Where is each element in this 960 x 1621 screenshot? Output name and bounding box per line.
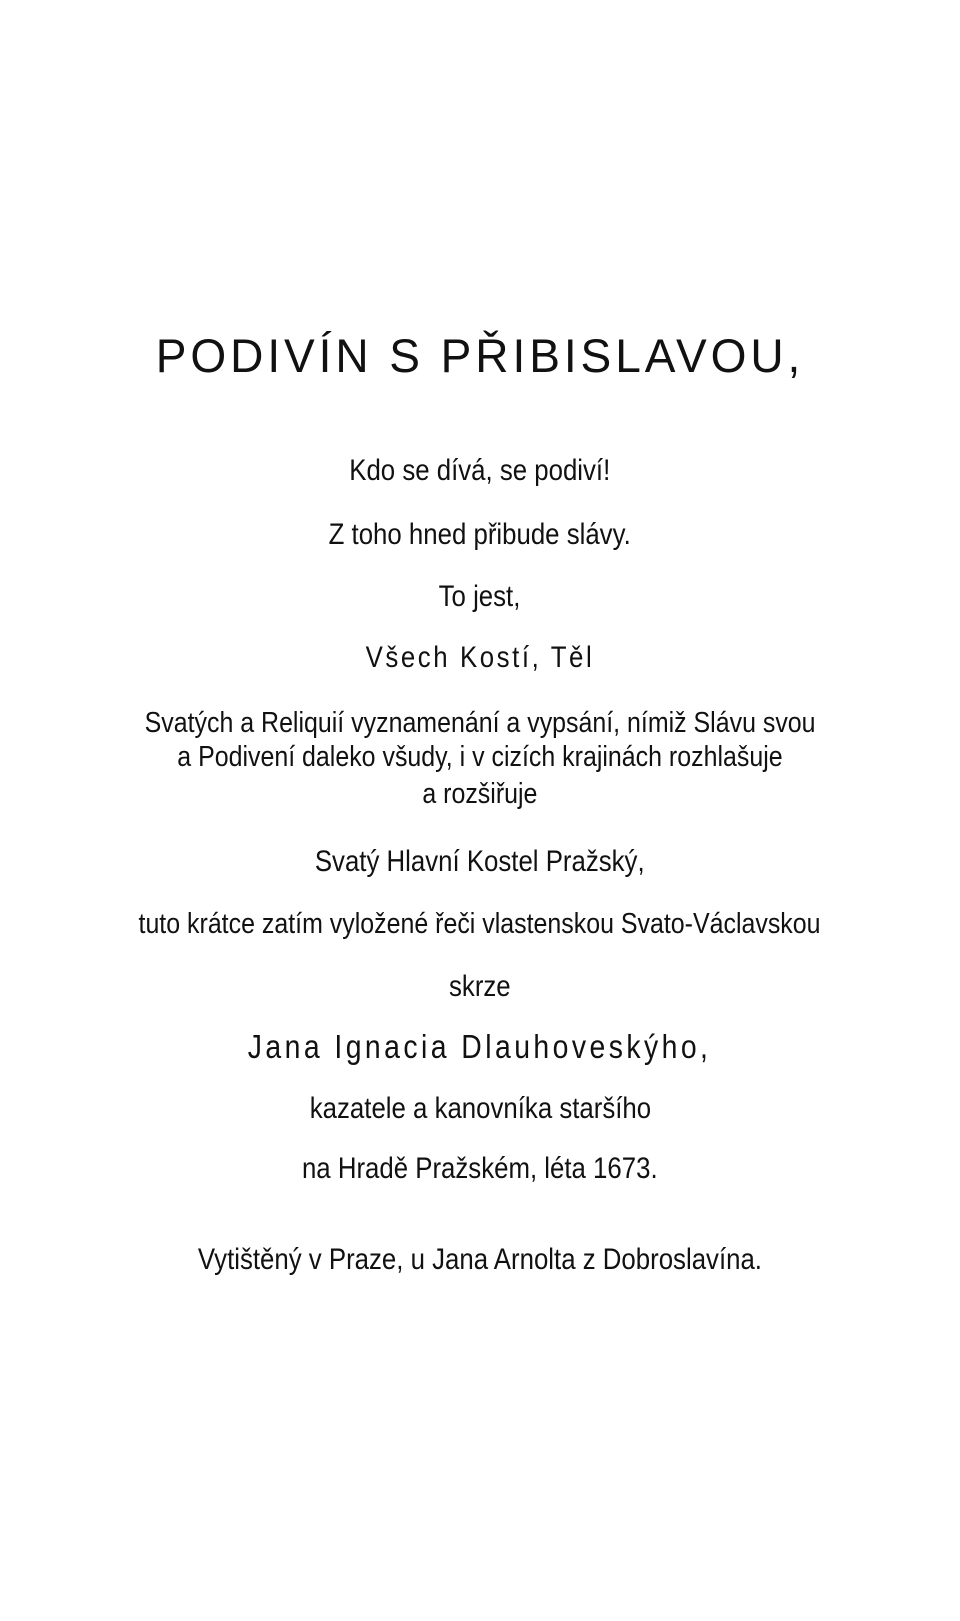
- place-date-text: na Hradě Pražském, léta 1673.: [302, 1152, 658, 1185]
- church-line: [0, 845, 960, 879]
- imprint-line: [0, 1243, 960, 1277]
- description-line-2: [0, 741, 960, 774]
- page-title: [10, 328, 951, 383]
- author-role-line: [0, 1092, 960, 1126]
- church-text: Svatý Hlavní Kostel Pražský,: [315, 845, 645, 878]
- title-text: PODIVÍN S PŘIBISLAVOU,: [155, 329, 805, 382]
- skrze-line: [0, 970, 960, 1004]
- tuto-text: tuto krátce zatím vyložené řeči vlastenskou Svato-Václavskou: [138, 908, 822, 940]
- motto-line-1-text: Kdo se dívá, se podiví!: [349, 454, 611, 487]
- description-line-2-text: a Podivení daleko všudy, i v cizích krajinách rozhlašuje: [177, 741, 783, 773]
- tuto-line: [0, 908, 960, 941]
- motto-line-1: [0, 454, 960, 488]
- motto-line-2-text: Z toho hned přibude slávy.: [328, 518, 632, 551]
- author-name-text: Jana Ignacia Dlauhoveskýho,: [248, 1028, 712, 1065]
- description-line-1-text: Svatých a Reliquií vyznamenání a vypsání, nímiž Slávu svou: [144, 707, 816, 739]
- skrze-text: skrze: [449, 970, 511, 1003]
- author-name-line: [0, 1028, 960, 1066]
- vsech-kosti-line: [0, 641, 960, 675]
- place-date-line: [0, 1152, 960, 1186]
- to-jest-line: [0, 580, 960, 614]
- description-line-3: [0, 778, 960, 811]
- imprint-text: Vytištěný v Praze, u Jana Arnolta z Dobroslavína.: [197, 1243, 763, 1276]
- vsech-kosti-text: Všech Kostí, Těl: [365, 641, 595, 674]
- author-role-text: kazatele a kanovníka staršího: [309, 1092, 651, 1125]
- description-line-1: [0, 707, 960, 740]
- to-jest-text: To jest,: [439, 580, 521, 613]
- description-line-3-text: a rozšiřuje: [422, 778, 538, 810]
- motto-line-2: [0, 518, 960, 552]
